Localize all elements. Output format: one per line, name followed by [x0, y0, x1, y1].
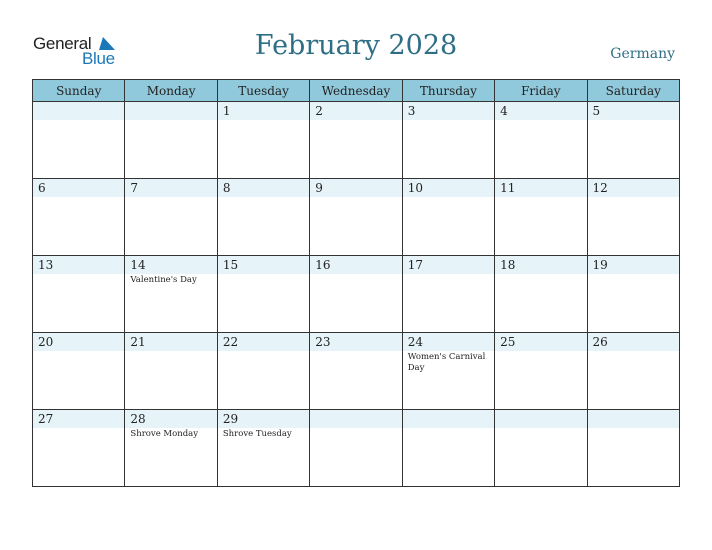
- day-cell: [587, 333, 679, 410]
- day-cell: [33, 410, 125, 487]
- day-number: 5: [592, 104, 601, 118]
- day-number-band: [125, 179, 216, 197]
- page-title: February 2028: [254, 30, 458, 61]
- day-cell: [402, 179, 494, 256]
- day-number-band: [310, 410, 401, 428]
- day-number-band: [310, 102, 401, 120]
- weekday-tuesday: Tuesday: [217, 80, 309, 102]
- day-cell: [587, 179, 679, 256]
- day-number: 18: [500, 258, 516, 272]
- weekday-monday: Monday: [125, 80, 217, 102]
- day-cell: [310, 179, 402, 256]
- weekday-thursday: Thursday: [402, 80, 494, 102]
- week-row: [33, 179, 680, 256]
- day-cell: [125, 256, 217, 333]
- holiday-label: Shrove Monday: [130, 429, 199, 439]
- day-cell: [310, 102, 402, 179]
- calendar-body: [33, 102, 680, 487]
- day-number: 21: [130, 335, 146, 349]
- day-cell: [217, 256, 309, 333]
- day-number: 3: [407, 104, 416, 118]
- day-number: 11: [500, 181, 516, 195]
- day-cell: [310, 256, 402, 333]
- weekday-wednesday: Wednesday: [310, 80, 402, 102]
- weekday-saturday: Saturday: [587, 80, 679, 102]
- holiday-label: Women's Carnival Day: [407, 352, 486, 373]
- day-number: 29: [222, 412, 239, 426]
- day-number: 6: [38, 181, 46, 195]
- weekday-sunday: Sunday: [33, 80, 125, 102]
- logo-general-text: General: [33, 34, 92, 53]
- day-cell: [310, 333, 402, 410]
- day-cell: [33, 333, 125, 410]
- day-number-band: [218, 179, 309, 197]
- day-number: 9: [315, 181, 323, 195]
- day-number: 7: [130, 181, 139, 195]
- day-cell: [495, 102, 587, 179]
- day-cell: [402, 333, 494, 410]
- day-number: 2: [315, 104, 323, 118]
- day-cell: [402, 102, 494, 179]
- day-cell: [217, 102, 309, 179]
- day-number: 16: [315, 258, 331, 272]
- week-row: [33, 256, 680, 333]
- day-number-band: [588, 410, 679, 428]
- weekday-friday: Friday: [495, 80, 587, 102]
- day-number: 13: [38, 258, 54, 272]
- holiday-label: Shrove Tuesday: [222, 429, 292, 439]
- day-cell: [125, 179, 217, 256]
- day-number-band: [125, 102, 216, 120]
- day-number: 4: [500, 104, 508, 118]
- day-cell: [217, 179, 309, 256]
- day-number: 14: [130, 258, 146, 272]
- day-number: 25: [500, 335, 516, 349]
- day-cell: [587, 410, 679, 487]
- day-number-band: [403, 410, 494, 428]
- week-row: [33, 102, 680, 179]
- day-number: 20: [38, 335, 54, 349]
- day-number: 17: [407, 258, 423, 272]
- day-number: 1: [222, 104, 231, 118]
- logo-blue-text: Blue: [82, 49, 115, 68]
- day-cell: [495, 410, 587, 487]
- day-number: 12: [592, 181, 608, 195]
- day-cell: [33, 256, 125, 333]
- calendar-grid: [32, 79, 680, 487]
- day-cell: [495, 333, 587, 410]
- day-cell: [495, 256, 587, 333]
- day-cell: [587, 256, 679, 333]
- day-cell: [587, 102, 679, 179]
- day-number-band: [495, 102, 586, 120]
- day-number: 27: [38, 412, 54, 426]
- day-cell: [495, 179, 587, 256]
- day-number-band: [495, 410, 586, 428]
- day-number-band: [33, 179, 124, 197]
- week-row: [33, 410, 680, 487]
- day-number: 22: [222, 335, 239, 349]
- day-number: 10: [407, 181, 423, 195]
- day-number: 19: [592, 258, 608, 272]
- day-number: 23: [315, 335, 331, 349]
- weekday-header-row: [33, 80, 680, 102]
- day-number-band: [33, 102, 124, 120]
- day-cell: [125, 102, 217, 179]
- day-cell: [402, 256, 494, 333]
- day-number: 24: [407, 335, 423, 349]
- day-cell: [310, 410, 402, 487]
- day-cell: [402, 410, 494, 487]
- day-cell: [125, 333, 217, 410]
- day-number: 15: [222, 258, 239, 272]
- day-cell: [217, 333, 309, 410]
- day-number: 28: [130, 412, 146, 426]
- day-cell: [125, 410, 217, 487]
- day-cell: [217, 410, 309, 487]
- country-label: Germany: [610, 46, 675, 62]
- day-number-band: [310, 179, 401, 197]
- day-cell: [33, 179, 125, 256]
- day-number-band: [588, 102, 679, 120]
- day-cell: [33, 102, 125, 179]
- day-number: 26: [592, 335, 608, 349]
- holiday-label: Valentine's Day: [130, 275, 197, 285]
- week-row: [33, 333, 680, 410]
- day-number-band: [403, 102, 494, 120]
- day-number-band: [218, 102, 309, 120]
- day-number: 8: [222, 181, 231, 195]
